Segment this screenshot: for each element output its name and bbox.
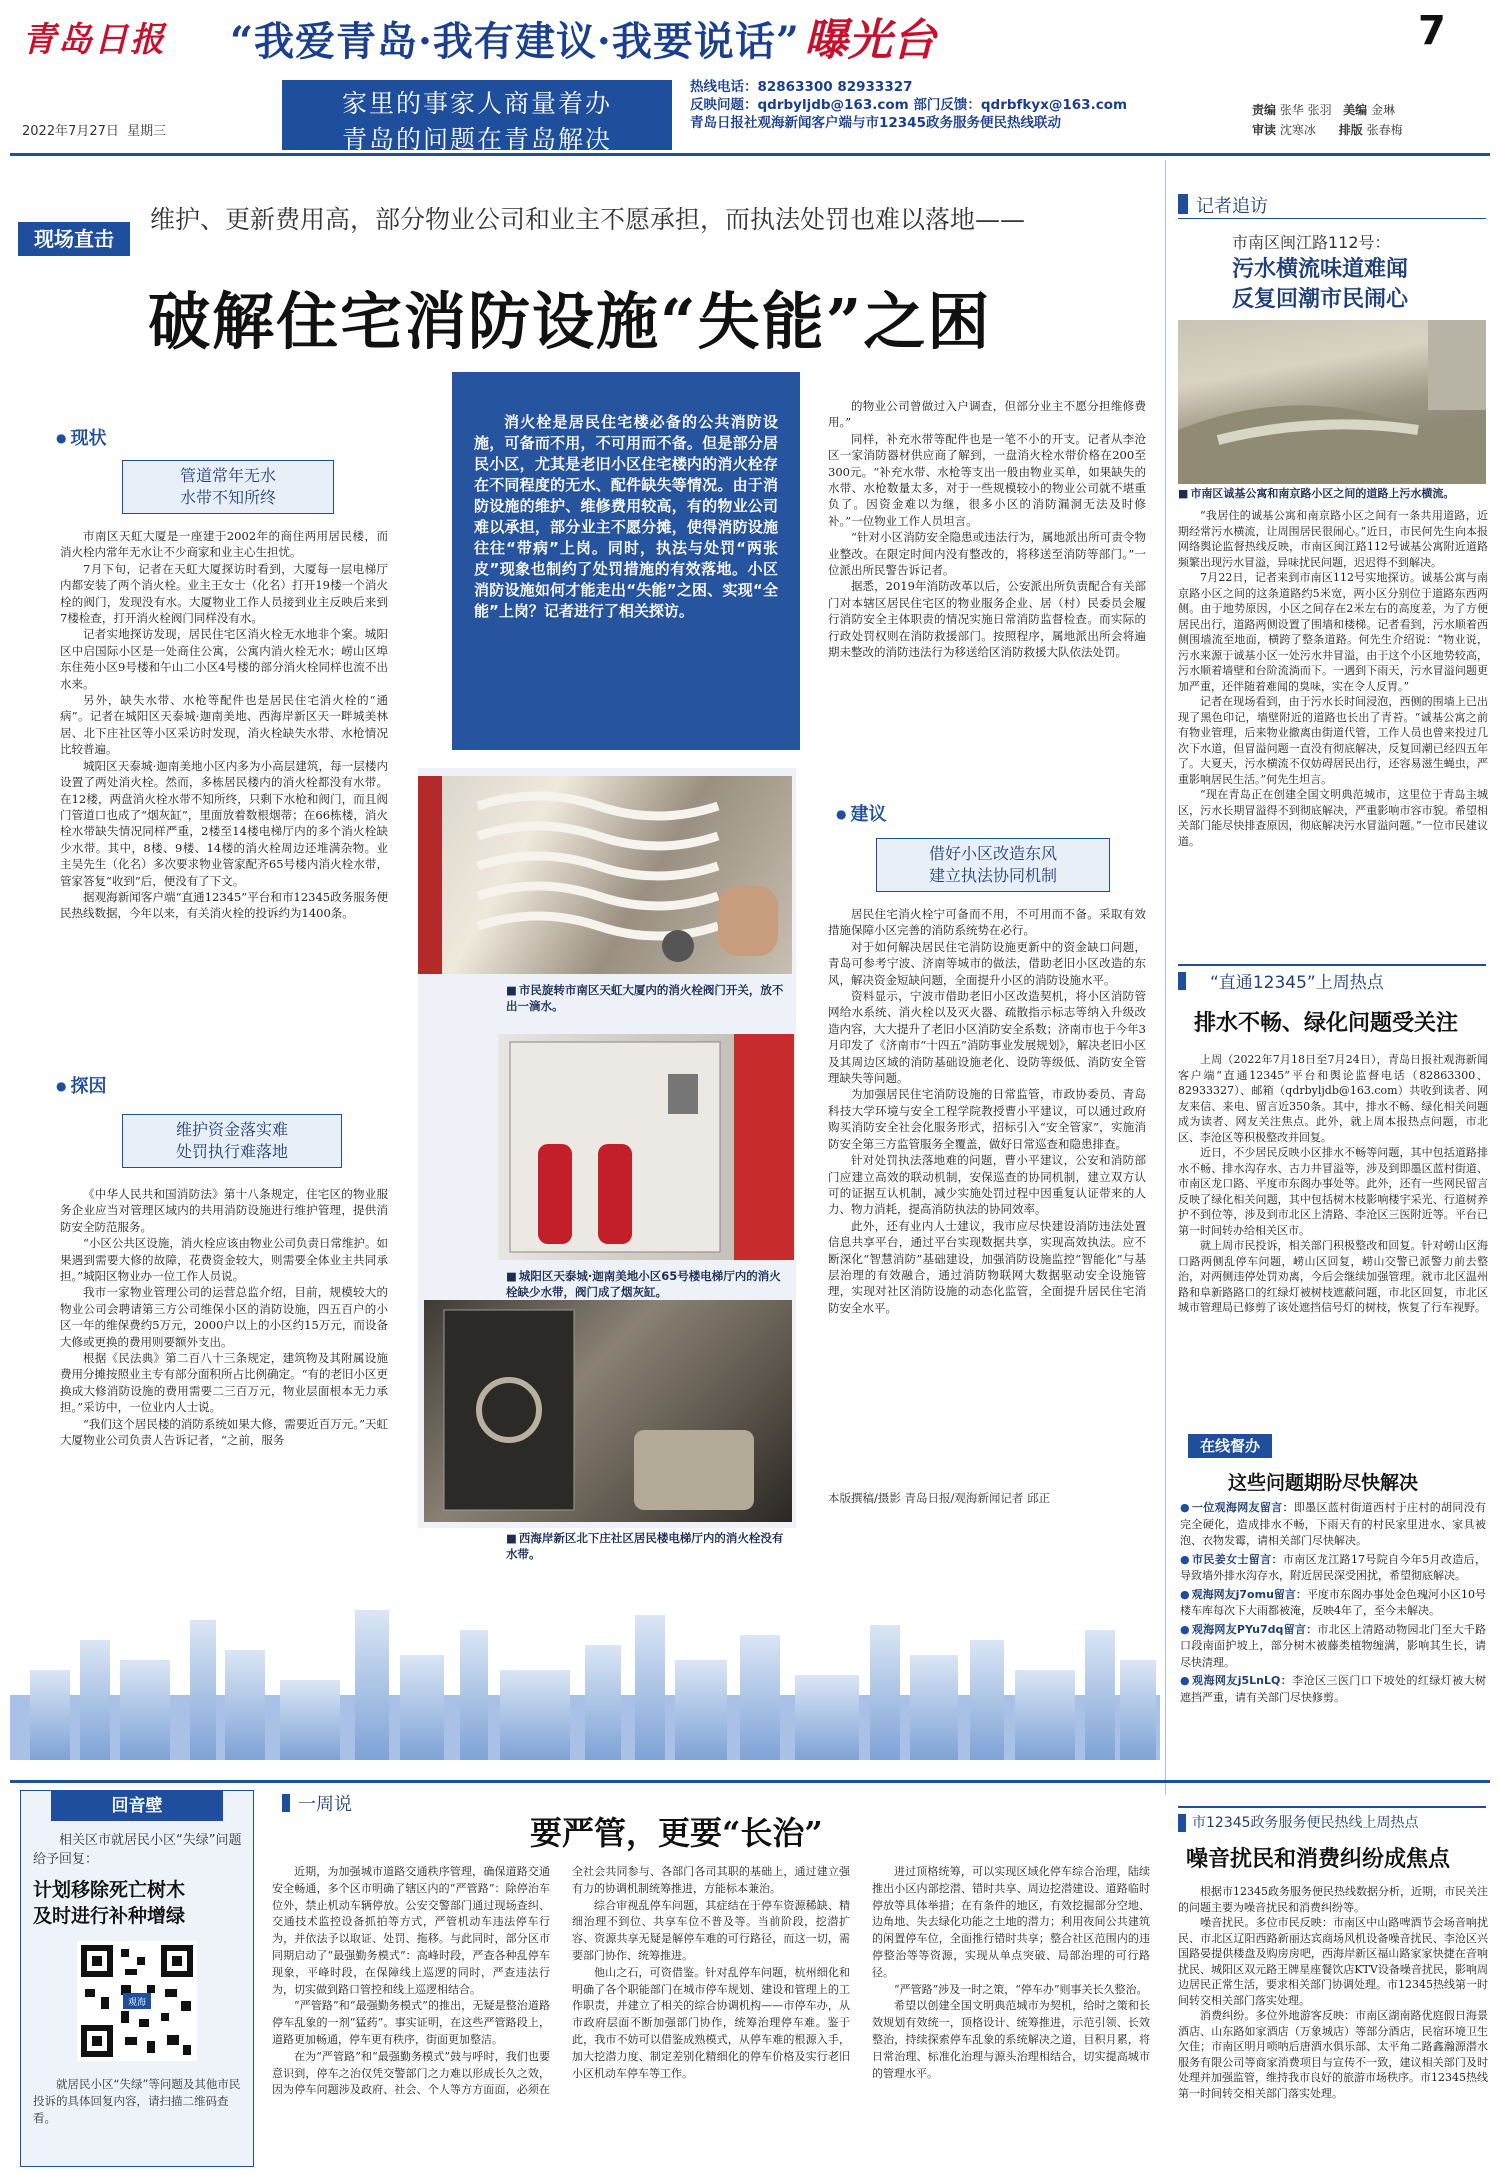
staff-name: 张春梅	[1366, 123, 1403, 137]
echo-wall-title-1: 计划移除死亡树木	[33, 1879, 186, 1901]
paragraph: 的物业公司曾做过入户调查，但部分业主不愿分担维修费用。”	[828, 399, 1146, 430]
paragraph: 7月22日，记者来到市南区112号实地探访。诚基公寓与南京路小区之间的这条道路约5米宽，两小区分别位于道路东西两侧。由于地势原因，小区之间存在2米左右的高度差，为了方便居民出行，道路两侧设置了围墙和楼梯。记者看到，污水顺着西侧围墙流至地面，横跨了整条道路。何先生介绍说：“物业说，污水来源于诚基小区一处污水井冒溢，由于这个小区地势较高，污水顺着墙壁和台阶流淌而下。一遇到下雨天，污水冒溢问题更加严重，还伴随着难闻的臭味，实在令人反胃。”	[1178, 571, 1488, 693]
echo-wall-box	[20, 1790, 254, 2167]
commenter: ● 市民姜女士留言：	[1180, 1553, 1283, 1566]
newspaper-logo: 青岛日报	[22, 20, 166, 60]
paragraph: 进过顶格统筹，可以实现区域化停车综合治理，陆续推出小区内部挖潜、错时共享、周边挖潜建设、道路临时停放等具体举措；在有条件的地区，有效挖掘部分空地、边角地、失去绿化功能之土地的潜力；利用夜间公共建筑的闲置停车位，全面推行错时共享；整合社区范围内的违停整治等等资源，实现从单点突破、局部治理的可行路径。	[872, 1865, 1150, 1979]
hotline-tag-marker	[1178, 1814, 1186, 1832]
cause-text	[60, 1186, 388, 1449]
paragraph: 近期，为加强城市道路交通秩序管理，确保道路交通安全畅通，多个区市明确了辖区内的“严管路”：除停治车位外，禁止机动车辆停放。公安交警部门通过现场查纠、交通技术监控设备抓拍等方式，严管机动车违法停车行为，并依法予以取证、处罚、拖移。与此同时，部分区市同期启动了“最强勤务模式”：高峰时段，严查各种乱停车现象，平峰时段，在保障线上巡逻的同时，严查违法行为，切实做到路口管控和线上巡逻相结合。	[272, 1865, 550, 1996]
follow-up-photo-caption: ■ 市南区诚基公寓和南京路小区之间的道路上污水横流。	[1178, 486, 1488, 502]
date: 2022年7月27日	[22, 124, 119, 139]
paragraph: 记者在现场看到，由于污水长时间浸泡，西侧的围墙上已出现了黑色印记，墙壁附近的道路也长出了青苔。“诚基公寓之前有物业管理，后来物业撤离由街道代管，工作人员也曾来投过几次下水道，但冒溢问题一直没有彻底解决，反复回潮已经四五年了。大夏天，污水横流不仅妨碍居民出行，还容易滋生蝇虫，严重影响居民生活。”何先生坦言。	[1178, 695, 1488, 786]
photo-cabinet-no-hose	[424, 1300, 792, 1522]
role-label: 审读	[1252, 123, 1277, 137]
paragraph: “小区公共区设施，消火栓应该由物业公司负责日常维护。如果遇到需要大修的故障，花费资金较大，则需要全体业主共同承担。”城阳区物业办一位工作人员说。	[60, 1236, 388, 1284]
comment-text: 即墨区蓝村街道西村于庄村的胡同没有完全硬化，造成排水不畅，下雨天有的村民家里进水、家具被泡、衣物发霉，请相关部门尽快解决。	[1180, 1501, 1486, 1547]
commenter: ● 观海网友j5LnLQ：	[1180, 1674, 1292, 1687]
list-item	[1180, 1622, 1486, 1672]
commenter: ● 观海网友PYu7dq留言：	[1180, 1623, 1317, 1636]
photo-caption-2: ■ 城阳区天泰城·迦南美地小区65号楼电梯厅内的消火栓缺少水带，阀门成了烟灰缸。	[506, 1268, 788, 1300]
section-status: ● 现状	[56, 424, 106, 450]
advice-text	[828, 906, 1146, 1316]
photo-fire-hose-valve	[418, 776, 792, 974]
follow-up-text	[1178, 508, 1488, 849]
paragraph: “严管路”涉及一时之策，“停车办”则事关长久整治。	[894, 1982, 1148, 1996]
commenter: ● 观海网友j7omu留言：	[1180, 1588, 1307, 1601]
column-slogan: “我爱青岛·我有建议·我要说话”	[230, 18, 800, 65]
list-item	[1180, 1587, 1486, 1620]
paragraph: 为加强居民住宅消防设施的日常监管，市政协委员、青岛科技大学环境与安全工程学院教授曹小平建议，可以通过政府购买消防安全社会化服务形式，招标引入“安全管家”，实施消防安全第三方监管服务全覆盖，做好日常巡查和隐患排查。	[828, 1087, 1146, 1151]
role-label: 美编	[1343, 103, 1368, 117]
qr-code-icon	[77, 1941, 197, 2061]
weekly-text	[272, 1864, 1150, 2164]
hotline-tag: 市12345政务服务便民热线上周热点	[1192, 1815, 1419, 1831]
hose-reel-icon	[418, 776, 792, 974]
subhead-line: 借好小区改造东风	[928, 844, 1057, 863]
role-label: 责编	[1252, 103, 1277, 117]
paragraph: 针对处罚执法落地难的问题，曹小平建议，公安和消防部门应建立高效的联动机制，安保巡查的协同机制，建立双方认可的证据互认机制，减少实施处罚过程中因重复认证带来的人力、物力消耗，提高消防执法的协同效率。	[828, 1153, 1146, 1217]
subhead-line: 维护资金落实难	[175, 1120, 288, 1139]
article-kicker: 维护、更新费用高，部分物业公司和业主不愿承担，而执法处罚也难以落地——	[150, 205, 1026, 234]
paragraph: 希望以创建全国文明典范城市为契机，给时之策和长效规划有效统一，顶格设计、统筹推进，示范引领、长效整治，持续探索停车乱象的系统解决之道，目积月累，将日常治理、标准化治理与源头治理相结合，切实提高城市的管理水平。	[872, 1999, 1150, 2080]
hot-tag: “直通12345”上周热点	[1210, 973, 1384, 993]
echo-wall-title-2: 及时进行补种增绿	[33, 1905, 186, 1927]
paragraph: 根据《民法典》第二百八十三条规定，建筑物及其附属设施费用分摊按照业主专有部分面积所占比例确定。“有的老旧小区更换成大修消防设施的费用需要二三百万元，物业层面根本无力承担。”采访中，一位业内人士说。	[60, 1351, 388, 1415]
paragraph: 《中华人民共和国消防法》第十八条规定，住宅区的物业服务企业应当对管理区域内的共用消防设施进行维护管理，提供消防安全防范服务。	[60, 1187, 388, 1234]
weekly-title: 要严管，更要“长治”	[530, 1814, 823, 1852]
hot-tag-marker	[1178, 972, 1186, 990]
paragraph: 在为“严管路”和“最强勤务模式”鼓与呼时，我们也要意识到，停车之治仅凭交警部门之力难以形成长久之效，因为停车问题涉及政府、社会、个人等方方面面，必须在全社会共同参与、各部门各司其职的基础上，通过建立强有力的协调机制统筹推进，方能标本兼治。	[272, 1865, 850, 2097]
subhead-cause	[122, 1114, 342, 1168]
paragraph: 记者实地探访发现，居民住宅区消火栓无水地非个案。城阳区中启国际小区是一处商住公寓，公寓内消火栓无水；崂山区埠东住苑小区9号楼和午山二小区4号楼的部分消火栓同样也流不出水来。	[60, 627, 388, 691]
photo-caption-3: ■ 西海岸新区北下庄社区居民楼电梯厅内的消火栓没有水带。	[506, 1530, 788, 1562]
email-text: 反映问题：qdrbyljdb@163.com 部门反馈：qdrbfkyx@163.com	[690, 97, 1128, 113]
echo-wall-tag: 回音壁	[51, 1791, 223, 1821]
hotline-title: 噪音扰民和消费纠纷成焦点	[1186, 1846, 1451, 1872]
weekly-tag-box	[282, 1790, 512, 1816]
road-water-icon	[1178, 320, 1486, 484]
commenter: ● 一位观海网友留言：	[1180, 1501, 1294, 1514]
paragraph: 资料显示，宁波市借助老旧小区改造契机，将小区消防管网给水系统、消火栓以及灭火器、疏散指示标志等纳入升级改造内容，大大提升了老旧小区消防安全系数；济南市也于今年3月印发了《济南市“十四五”消防事业发展规划》，解决老旧小区及其周边区域的消防基础设施老化、设防等级低、消防安全管理缺失等问题。	[828, 989, 1146, 1086]
right-column-divider	[1165, 160, 1166, 1795]
paragraph: 上周（2022年7月18日至7月24日），青岛日报社观海新闻客户端“直通12345”平台和舆论监督电话（82863300、82933327）、邮箱（qdrbyljdb@163.com）共收到读者、网友来信、来电、留言近350条。其中，排水不畅、绿化相关问题成为读者、网友关注焦点。此外，就上周本报热点问题，市北区、李沧区等积极整改并回复。	[1178, 1053, 1488, 1144]
weekday: 星期三	[127, 124, 167, 139]
subhead-status	[122, 460, 334, 514]
paragraph: 消费纠纷。多位外地游客反映：市南区湖南路优庭假日海景酒店、山东路如家酒店（万象城店）等部分酒店，民宿环境卫生欠佳；市南区明月唢呐后唐酒水俱乐部、太平角二路鑫瀚源潜水服务有限公司等商家消费项目与宣传不一致，建议相关部门及时处理并加强监管，维持我市良好的旅游市场秩序。市12345热线第一时间转交相关部门落实处理。	[1178, 2009, 1488, 2100]
paragraph: “严管路”和“最强勤务模式”的推出，无疑是整治道路停车乱象的一剂“猛药”。事实证明，在这些严管路段上，道路更加畅通，停车更有秩序，街面更加整洁。	[272, 1999, 550, 2046]
hot-title: 排水不畅、绿化问题受关注	[1194, 1010, 1459, 1036]
online-title: 这些问题期盼尽快解决	[1228, 1472, 1419, 1494]
banner-box	[282, 80, 672, 154]
status-text	[60, 528, 388, 922]
paragraph: 综合审视乱停车问题，其症结在于停车资源稀缺、精细治理不到位、共享车位不普及等。当前阶段，挖潜扩容、资源共享无疑是解停车难的可行路径，而这一切，需要部门协作、统筹推进。	[572, 1898, 850, 1962]
paragraph: 居民住宅消火栓宁可备而不用，不可用而不备。采取有效措施保障小区完善的消防系统势在必行。	[828, 907, 1146, 938]
section-tag-live: 现场直击	[18, 222, 130, 256]
weekly-tag: 一周说	[298, 1794, 352, 1815]
staff-name: 金琳	[1370, 103, 1395, 117]
column-3-text	[828, 398, 1146, 661]
hot-tag-box	[1178, 964, 1486, 992]
photo-cabinet-missing-hose	[498, 1034, 794, 1260]
comment-text: 平度市东阁办事处金色瑰河小区10号楼车库每次下大雨都被淹，反映4年了，至今未解决。	[1180, 1587, 1486, 1617]
echo-wall-sub: 相关区市就居民小区“失绿”问题给予回复：	[33, 1833, 242, 1867]
banner-line2: 青岛的问题在青岛解决	[341, 125, 612, 154]
contact-block	[690, 78, 1210, 132]
paragraph: 就上周市民投诉，相关部门积极整改和回复。针对崂山区海口路两侧乱停车问题，崂山区回复，崂山交警已派警力前去整治，对两侧违停处罚劝离，今后会继续加强管理。就市北区温州路和阜新路路口的红绿灯被树枝遮蔽问题，市北区回复，市北区城市管理局已修剪了该处遮挡信号灯的树枝，恢复了行车视野。	[1178, 1239, 1488, 1314]
follow-up-title-2: 反复回潮市民闹心	[1232, 286, 1409, 312]
weekly-tag-marker	[282, 1794, 290, 1812]
paragraph: 同样，补充水带等配件也是一笔不小的开支。记者从李沧区一家消防器材供应商了解到，一盘消火栓水带价格在200至300元。“补充水带、水枪等支出一般由物业买单，如果缺失的水带、水枪数量太多，对于一些规模较小的物业公司就不堪重负了。因资金难以为继，很多小区的消防漏洞无法及时修补。”一位物业工作人员坦言。	[828, 431, 1146, 528]
staff-name: 沈寒冰	[1279, 123, 1316, 137]
section-tag-follow-up	[1178, 194, 1188, 214]
paragraph: 根据市12345政务服务便民热线数据分析，近期，市民关注的问题主要为噪音扰民和消费纠纷等。	[1178, 1885, 1488, 1914]
staff-credits	[1252, 100, 1492, 140]
staff-row-1	[1252, 100, 1492, 120]
paragraph: “我居住的诚基公寓和南京路小区之间有一条共用道路，近期经常污水横流，让周围居民很闹心。”近日，市民何先生向本报网络舆论监督热线反映，市南区闽江路112号诚基公寓附近道路频繁出现污水冒溢，异味扰民问题，迟迟得不到解决。	[1178, 509, 1488, 569]
hotline-text: 热线电话：82863300 82933327	[690, 79, 913, 95]
photo-caption-1: ■ 市民旋转市南区天虹大厦内的消火栓阀门开关，放不出一滴水。	[506, 982, 786, 1014]
article-byline: 本版撰稿/摄影 青岛日报/观海新闻记者 邱正	[828, 1491, 1051, 1505]
paragraph: 我市一家物业管理公司的运营总监介绍，目前，规模较大的物业公司会聘请第三方公司维保小区的消防设施，四五百户的小区一年的维保费约5万元，2000户以上的小区约15万元，而设备大修或更换的费用则要额外支出。	[60, 1285, 388, 1349]
fire-extinguisher-icon	[498, 1034, 794, 1260]
paragraph: 据观海新闻客户端“直通12345”平台和市12345政务服务便民热线数据，今年以来，有关消火栓的投诉约为1400条。	[60, 889, 388, 921]
column-name: 曝光台	[803, 15, 936, 66]
subhead-line: 处罚执行难落地	[175, 1142, 288, 1161]
echo-wall-note: 就居民小区“失绿”等问题及其他市民投诉的具体回复内容，请扫描二维码查看。	[33, 2077, 241, 2125]
staff-row-2	[1252, 120, 1492, 140]
follow-up-tag: 记者追访	[1196, 196, 1268, 217]
photo-sewage-road	[1178, 320, 1486, 484]
hotline-text	[1178, 1884, 1488, 2101]
paragraph: 市南区天虹大厦是一座建于2002年的商住两用居民楼，而消火栓内常年无水让不少商家和业主心生担忧。	[60, 529, 388, 560]
follow-up-rule	[1178, 218, 1486, 219]
paragraph: 7月下旬，记者在天虹大厦探访时看到，大厦每一层电梯厅内都安装了两个消火栓。业主王女士（化名）打开19楼一个消火栓的阀门，发现没有水。大厦物业工作人员接到业主反映后来到7楼检查，打开消火栓阀门同样没有水。	[60, 561, 388, 626]
hotline-tag-box	[1178, 1806, 1486, 1834]
subhead-advice	[876, 838, 1110, 892]
paragraph: 对于如何解决居民住宅消防设施更新中的资金缺口问题，青岛可参考宁波、济南等城市的做法，借助老旧小区改造的东风，解决资金短缺问题，全面提升小区的消防设施水平。	[828, 939, 1146, 987]
column-title	[230, 4, 1150, 72]
banner-line1: 家里的事家人商量着办	[341, 89, 612, 118]
paragraph: 近日，不少居民反映小区排水不畅等问题，其中包括道路排水不畅、排水沟存水、古力井冒溢等，涉及到即墨区蓝村街道、市南区龙口路、平度市东阁办事处等。此外，还有一些网民留言反映了绿化相关问题，其中包括树木枝影响楼宇采光、行道树养护不到位等，涉及到市北区上清路、李沧区三医附近等。平台已第一时间转办给相关区市。	[1178, 1146, 1488, 1237]
city-skyline-illustration	[10, 1600, 1160, 1760]
paragraph: 噪音扰民。多位市民反映：市南区中山路啤酒节会场音响扰民、市北区辽阳西路新丽达宾商场风机设备噪音扰民、李沧区兴国路晏提供楼盘及购房房吧，西海岸新区福山路家家快捷在音响扰民、城阳区双元路王牌星座餐饮店KTV设备噪音扰民，影响周边居民正常生活，要求相关部门协调处理。市12345热线第一时间转交相关部门落实处理。	[1178, 1916, 1488, 2007]
paragraph: 据悉，2019年消防改革以后，公安派出所负责配合有关部门对本辖区居民住宅区的物业服务企业、居（村）民委员会履行消防安全主体职责的情况实施日常消防监督检查。而实际的行政处罚权则在消防救援部门。按照程序，属地派出所会将遍期未整改的消防违法行为移送给区消防救援大队依法处罚。	[828, 579, 1146, 660]
comment-text: 市北区上清路动物园北门至大千路口段南面护坡上，部分树木被藤类植物缠满，影响其生长，请尽快清理。	[1180, 1622, 1486, 1669]
article-headline: 破解住宅消防设施“失能”之困	[148, 285, 992, 358]
online-tag: 在线督办	[1188, 1434, 1272, 1458]
subhead-line: 水带不知所终	[179, 488, 276, 507]
list-item	[1180, 1500, 1486, 1550]
comment-text: 市南区龙江路17号院自今年5月改造后，导致墙外排水沟存水，附近居民深受困扰，希望彻底解决。	[1180, 1552, 1486, 1582]
qr-label: 观海	[127, 1998, 147, 2008]
masthead-rule	[10, 153, 1490, 156]
comment-text: 李沧区三医门口下坡处的红绿灯被大树遮挡严重，请有关部门尽快修剪。	[1180, 1674, 1487, 1704]
paragraph: 他山之石，可资借鉴。针对乱停车问题，杭州细化和明确了各个职能部门在城市停车规划、建设和管理上的工作职责，并建立了相关的综合协调机构——市停车办，从市政府层面不断加强部门协作，统筹治理停车难。鉴于此，我市不妨可以借鉴成熟模式，从停车难的根源入手，加大挖潜力度、制定差别化精细化的停车价格及实行老旧小区机动车停车等工作。	[572, 1965, 850, 2080]
paragraph: “针对小区消防安全隐患或违法行为，属地派出所可责令物业整改。在限定时间内没有整改的，将移送至消防等部门。”一位派出所民警告诉记者。	[828, 530, 1146, 578]
issue-date	[22, 120, 166, 139]
staff-name: 张华 张羽	[1279, 103, 1332, 117]
paragraph: “我们这个居民楼的消防系统如果大修，需要近百万元。”天虹大厦物业公司负责人告诉记者，“之前，服务	[60, 1416, 389, 1448]
paragraph: 另外，缺失水带、水枪等配件也是居民住宅消火栓的“通病”。记者在城阳区天泰城·迦南美地、西海岸新区天一畔城美林居、北下庄社区等小区采访时发现，消火栓缺失水带、水枪情况比较普遍。	[60, 693, 388, 757]
subhead-line: 建立执法协同机制	[928, 866, 1057, 885]
paragraph: 城阳区天泰城·迦南美地小区内多为小高层建筑，每一层楼内设置了两处消火栓。然而，多栋居民楼内的消火栓都没有水带。在12楼，两盘消火栓水带不知所终，只剩下水枪和阀门，而且阀门管道口也成了“烟灰缸”，里面放着数根烟蒂；在66栋楼，消火栓水带缺失情况同样严重，2楼至14楼电梯厅内的多个消火栓缺少水带。其中，8楼、9楼、14楼的消火栓周边还堆满杂物。业主吴先生（化名）多次要求物业管家配齐65号楼内消火栓水带，管家答复“收到”后，便没有了下文。	[60, 758, 388, 888]
list-item	[1180, 1673, 1486, 1706]
follow-up-place: 市南区闽江路112号：	[1232, 233, 1391, 252]
section-cause: ● 探因	[56, 1072, 106, 1098]
cabinet-icon	[424, 1300, 792, 1522]
bottom-rule	[10, 1780, 1490, 1783]
masthead	[0, 0, 1500, 154]
page-number: 7	[1418, 8, 1446, 54]
subhead-line: 管道常年无水	[179, 466, 276, 485]
pullquote-box	[452, 372, 800, 750]
paragraph: “现在青岛正在创建全国文明典范城市，这里位于青岛主城区，污水长期冒溢得不到彻底解决，严重影响市容市貌。希望相关部门能尽快排查原因，彻底解决污水冒溢问题。”一位市民建议道。	[1178, 788, 1488, 848]
platform-text: 青岛日报社观海新闻客户端与市12345政务服务便民热线联动	[690, 115, 1061, 131]
list-item	[1180, 1552, 1486, 1585]
role-label: 排版	[1338, 123, 1363, 137]
hot-text	[1178, 1052, 1488, 1316]
section-advice: ● 建议	[836, 800, 886, 826]
pullquote-text: 消火栓是居民住宅楼必备的公共消防设施，可备而不用，不可用而不备。但是部分居民小区，尤其是老旧小区住宅楼内的消火栓存在不同程度的无水、配件缺失等情况。由于消防设施的维护、维修费用较高，有的物业公司难以承担，部分业主不愿分摊，使得消防设施往往“带病”上岗。同时，执法与处罚“两张皮”现象也制约了处罚措施的有效落地。小区消防设施如何才能走出“失能”之困、实现“全能”上岗？记者进行了相关探访。	[474, 413, 778, 620]
online-list	[1180, 1500, 1486, 1708]
paragraph: 此外，还有业内人士建议，我市应尽快建设消防违法处置信息共享平台，通过平台实现数据共享，实现高效执法。应不断深化“智慧消防”基础建设，加强消防设施监控“智能化”与基层治理的有效融合，通过消防物联网大数据驱动安全设施管理，实现对社区消防设施的动态化监管，全面提升居民住宅消防安全水平。	[828, 1218, 1146, 1315]
follow-up-title-1: 污水横流味道难闻	[1232, 256, 1409, 282]
